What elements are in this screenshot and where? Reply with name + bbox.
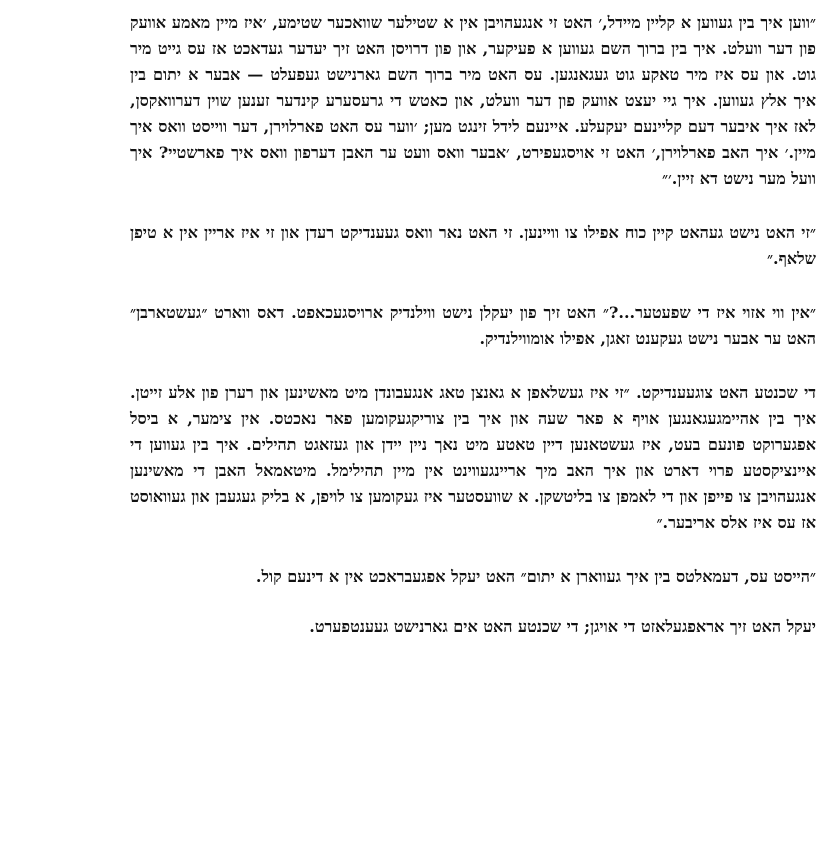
paragraph-deep-sleep: ״זי האט נישט געהאט קיין כוח אפילו צו וויינען. זי האט נאר וואס געענדיקט רעדן און זי איז אריין אין א טיפן שלאף.״ <box>130 223 816 268</box>
paragraph-mothers-words: ״ווען איך בין געווען א קליין מיידל,׳ האט זי אנגעהויבן אין א שטילער שוואכער שטימע, ׳איז מיין מאמע אוועק פון דער וועלט. איך בין ברוך השם געווען א פעיקער, און פון דרויסן האט זיך יעדער געדאכט אז עס גייט מיר גוט. און עס איז מיר טאקע גוט געגאנגען. עס האט מיר ברוך השם גארנישט געפעלט — אבער א יתום בין איך אלץ געווען. איך גיי יעצט אוועק פון דער וועלט, און כאטש די גרעסערע קינדער זענען שוין דערוואקסן, לאז איך איבער דעם קליינעם יעקעלע. איינעם לידל זינגט מען; ׳ווער עס האט פארלוירן, דער ווייסט וואס איך מיין.׳ איך האב פארלוירן,׳ האט זי אויסגעפירט, ׳אבער וואס וועט ער האבן דערפון וואס איך פארשטיי? איך וועל מער נישט דא זיין.׳״ <box>130 13 817 188</box>
paragraph-orphan-realization: ״הייסט עס, דעמאלטס בין איך געווארן א יתום״ האט יעקל אפגעבראכט אין א דינעם קול. <box>255 567 816 586</box>
paragraph-neighbor-account: די שכנטע האט צוגעענדיקט. ״זי איז געשלאפן א גאנצן טאג אנגעבונדן מיט מאשינען און רערן פון אלע זייטן. איך בין אהיימגעגאנגען אויף א פאר שעה און איך בין צוריקגעקומען פאר נאכטס. אין צימער, א ביסל אפגערוקט פונעם בעט, איז געשטאנען דיין טאטע מיט נאך ניין יידן און געזאגט תהילים. איך בין געווען די איינציקסטע פרוי דארט און איך האב מיך אריינגעווינט אין מיין תהילימל. מיטאמאל האבן די מאשינען אנגעהויבן צו פייפן און די לאמפן צו בליטשקן. א שוועסטער איז געקומען צו לויפן, א בליק געגעבן און געוואוסט אז עס איז אלס אריבער.״ <box>130 383 817 532</box>
paragraph-closing: יעקל האט זיך אראפגעלאזט די אויגן; די שכנטע האט אים גארנישט געענטפערט. <box>309 617 816 636</box>
paragraph-yakel-question: ״אין ווי אזוי איז די שפעטער...?״ האט זיך פון יעקלן נישט ווילנדיק ארויסגעכאפט. דאס ווארט ״געשטארבן״ האט ער אבער נישט געקענט זאגן, אפילו אומווילנדיק. <box>130 303 817 348</box>
